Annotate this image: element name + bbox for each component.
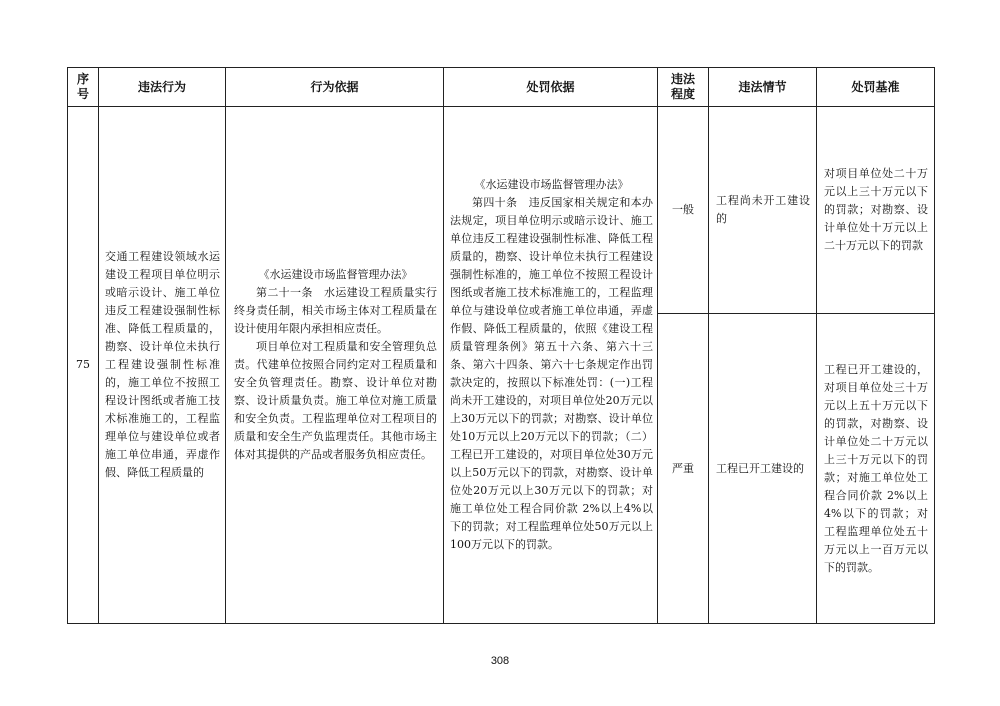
header-seq: 序号: [68, 68, 99, 107]
conduct-basis-title: 《水运建设市场监督管理办法》: [258, 268, 413, 281]
violation-cell: [99, 107, 226, 624]
header-circumstance: 违法情节: [709, 68, 817, 107]
penalty-basis-title: 《水运建设市场监督管理办法》: [474, 178, 629, 191]
circumstance-general: 工程尚未开工建设的: [709, 107, 817, 314]
conduct-basis-para2: 项目单位对工程质量和安全管理负总责。代建单位按照合同约定对工程质量和安全负管理责任。勘察、设计单位对勘察、设计质量负责。施工单位对施工质量和安全负责。工程监理单位对工程项目的质量和安全生产负监理责任。其他市场主体对其提供的产品或者服务负相应责任。: [234, 340, 437, 461]
circumstance-serious: 工程已开工建设的: [709, 314, 817, 624]
degree-serious: 严重: [658, 314, 709, 624]
table-row: [68, 107, 935, 314]
header-violation: 违法行为: [99, 68, 226, 107]
degree-general: 一般: [658, 107, 709, 314]
penalty-table: [67, 67, 935, 624]
conduct-basis-cell: [226, 107, 444, 624]
header-penalty-basis: 处罚依据: [444, 68, 658, 107]
header-degree: 违法程度: [658, 68, 709, 107]
standard-general: 对项目单位处二十万元以上三十万元以下的罚款；对勘察、设计单位处十万元以上二十万元以下的罚款: [817, 107, 935, 314]
standard-serious: 工程已开工建设的，对项目单位处三十万元以上五十万元以下的罚款，对勘察、设计单位处二十万元以上三十万元以下的罚款；对施工单位处工程合同价款 2%以上 4%以下的罚款；对工程监理单位处五十万元以上一百万元以下的罚款。: [817, 314, 935, 624]
header-row: [68, 68, 935, 107]
penalty-basis-cell: [444, 107, 658, 624]
header-standard: 处罚基准: [817, 68, 935, 107]
header-conduct-basis: 行为依据: [226, 68, 444, 107]
row-seq: 75: [68, 107, 99, 624]
violation-text: 交通工程建设领域水运建设工程项目单位明示或暗示设计、施工单位违反工程建设强制性标准、降低工程质量的，勘察、设计单位未执行工程建设强制性标准的，施工单位不按照工程设计图纸或者施工技术标准施工的，工程监理单位与建设单位或者施工单位串通，弄虚作假、降低工程质量的: [105, 250, 220, 479]
conduct-basis-para1: 第二十一条 水运建设工程质量实行终身责任制，相关市场主体对工程质量在设计使用年限内承担相应责任。: [234, 286, 437, 335]
page-number: 308: [490, 655, 510, 667]
penalty-basis-para1: 第四十条 违反国家相关规定和本办法规定，项目单位明示或暗示设计、施工单位违反工程建设强制性标准、降低工程质量的，勘察、设计单位未执行工程建设强制性标准的，施工单位不按照工程设计图纸或者施工技术标准施工的，工程监理单位与建设单位或者施工单位串通，弄虚作假、降低工程质量的，依照《建设工程质量管理条例》第五十六条、第六十三条、第六十四条、第六十七条规定作出罚款决定的，按照以下标准处罚：(一)工程尚未开工建设的，对项目单位处20万元以上30万元以下的罚款；对勘察、设计单位处10万元以上20万元以下的罚款；（二）工程已开工建设的，对项目单位处30万元以上50万元以下的罚款，对勘察、设计单位处20万元以上30万元以下的罚款；对施工单位处工程合同价款 2%以上4%以下的罚款；对工程监理单位处50万元以上100万元以下的罚款。: [450, 196, 653, 551]
